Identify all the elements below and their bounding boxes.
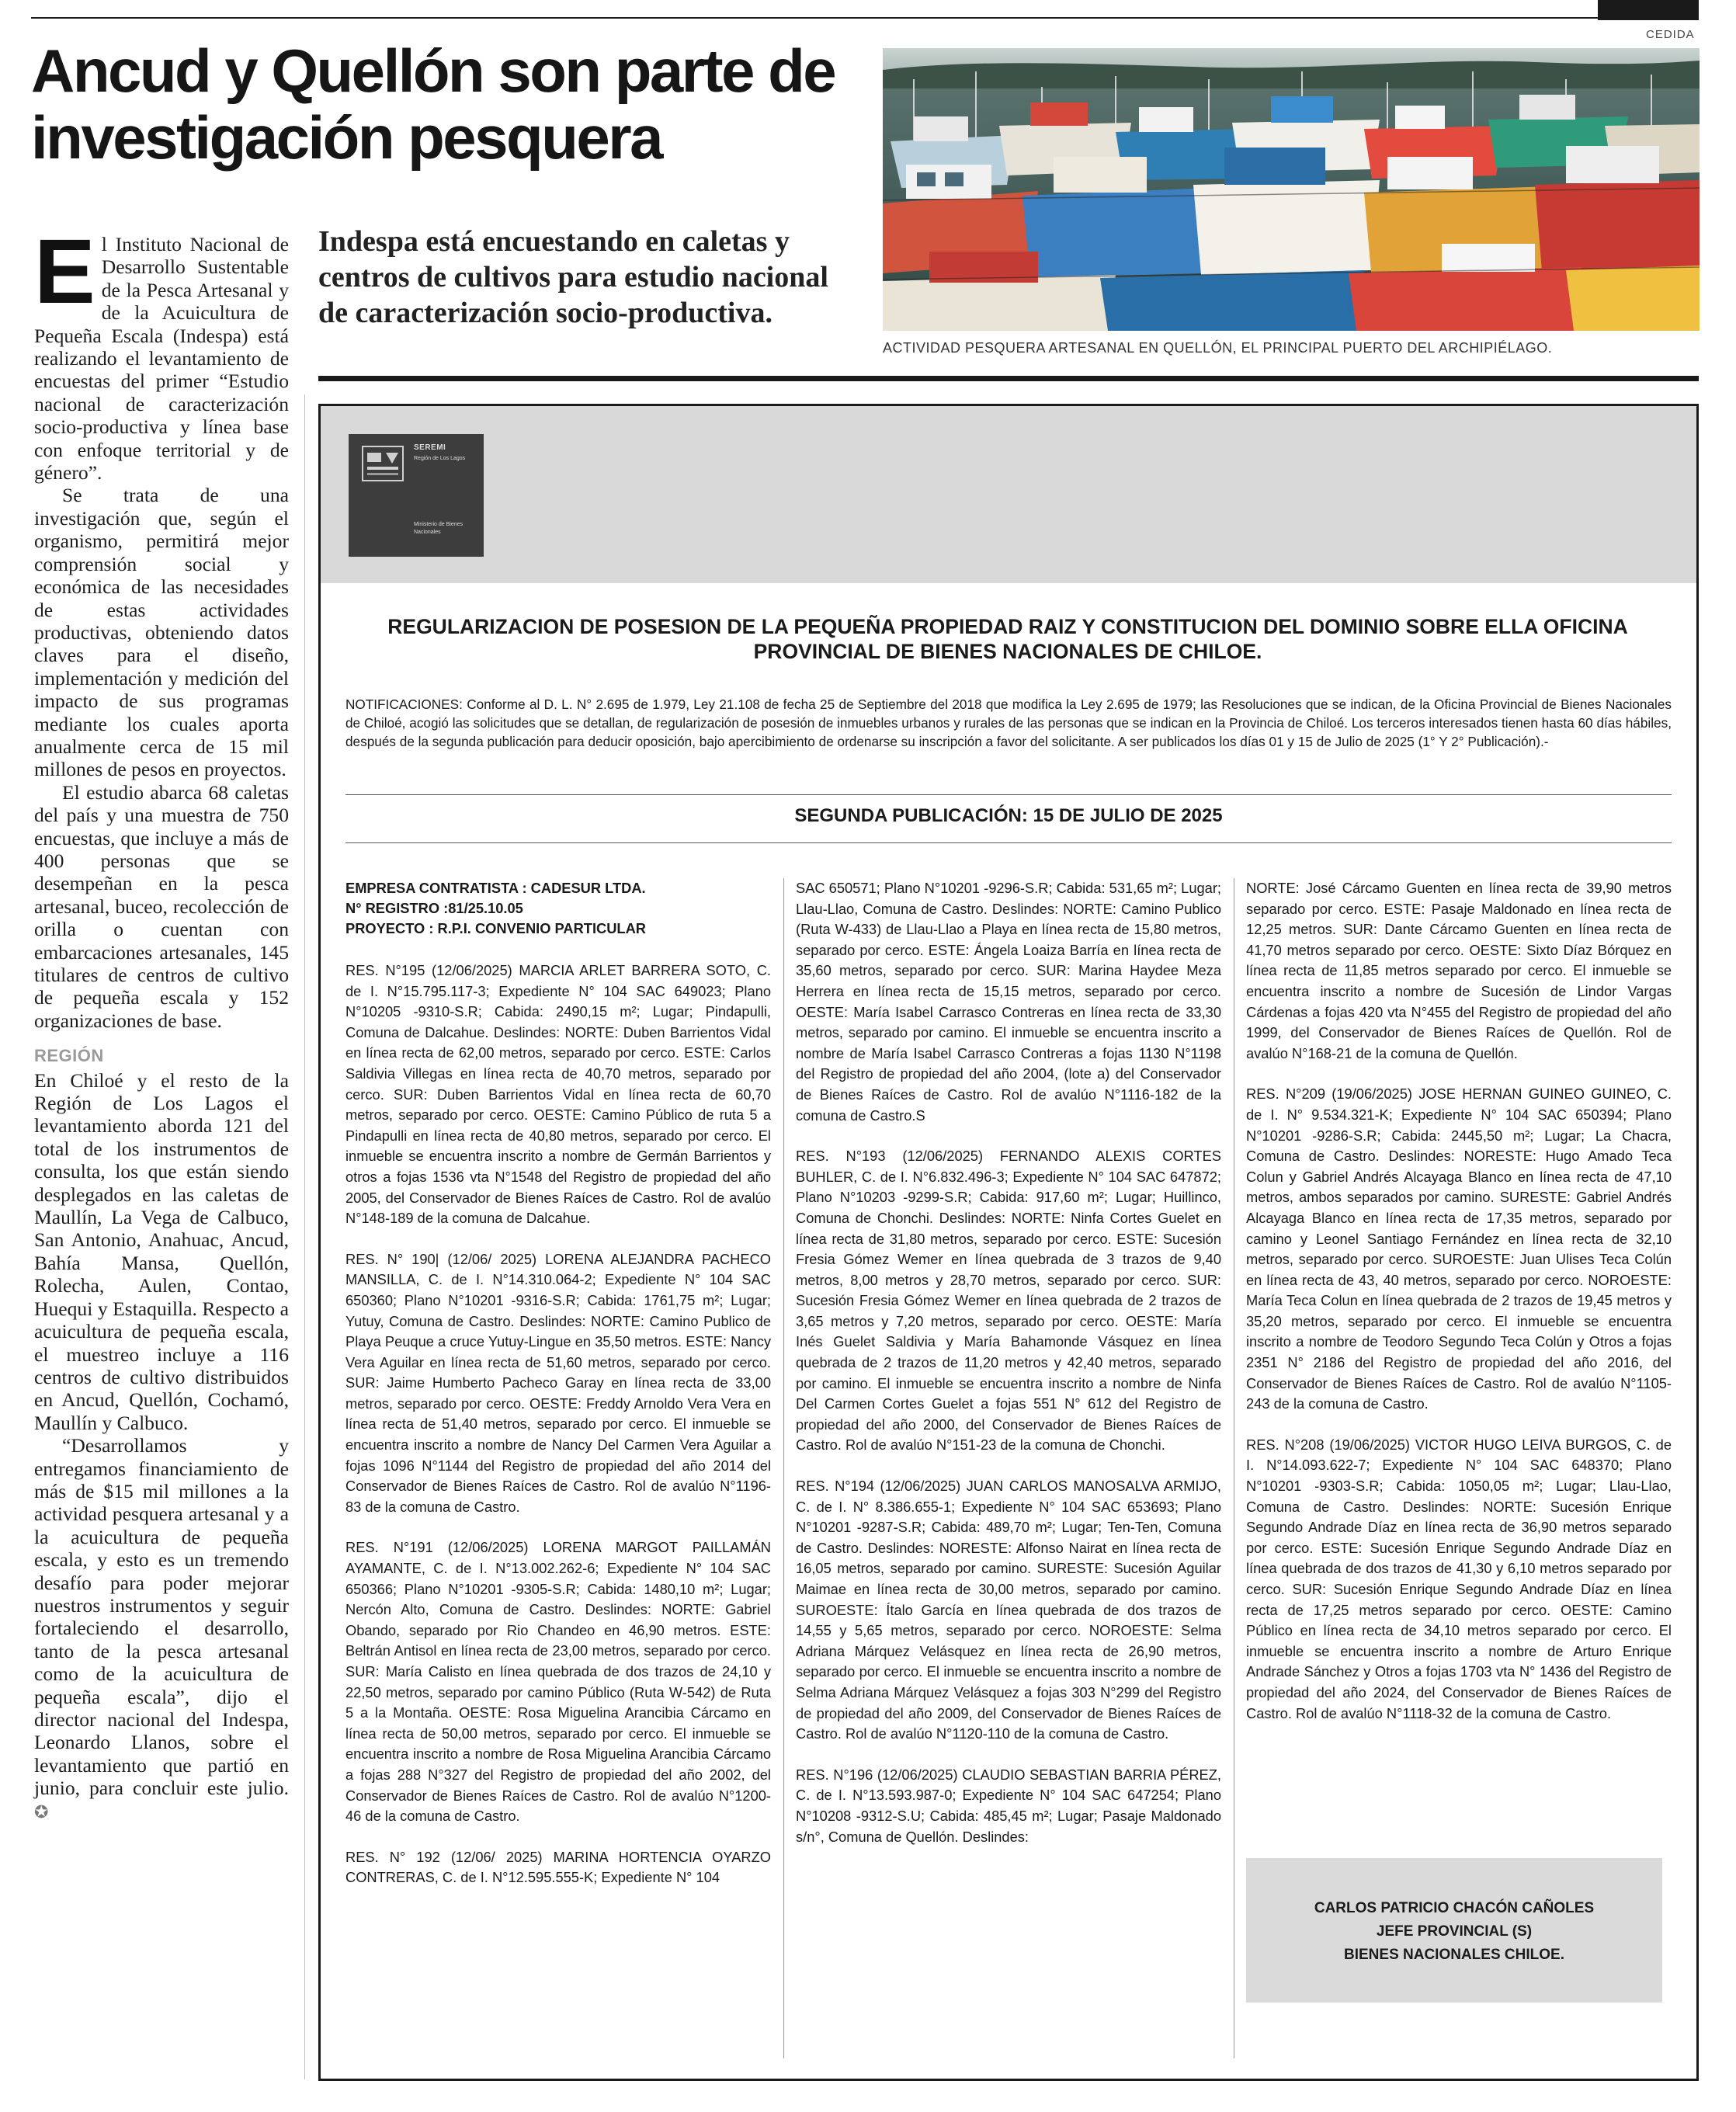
signature-block [1246, 1858, 1662, 2003]
notice-intro: NOTIFICACIONES: Conforme al D. L. N° 2.695 de 1.979, Ley 21.108 de fecha 25 de Septiembre del 2018 que modifica la Ley 2.695 de 1979; las Resoluciones que se indican, de la Oficina Provincial de Bienes Nacionales de Chiloé, acogió las solicitudes que se detallan, de regularización de posesión de inmuebles urbanos y rurales de las personas que se indican en la Provincia de Chiloé. Los terceros interesados tienen hasta 60 días hábiles, después de la segunda publicación para deducir oposición, bajo apercibimiento de ordenarse su inscripción a favor del solicitante. A ser publicados los días 01 y 15 de Julio de 2025 (1° Y 2° Publicación).- [345, 696, 1672, 749]
resolution-entry: RES. N° 190| (12/06/ 2025) LORENA ALEJANDRA PACHECO MANSILLA, C. de I. N°14.310.064-2; Expediente N° 104 SAC 650360; Plano N°10201 -9316-S.R; Cabida: 1761,75 m²; Lugar; Yutuy, Comuna de Castro. Deslindes: NORTE: Camino Publico de Playa Peuque a cruce Yutuy-Lingue en 35,50 metros. ESTE: Nancy Vera Aguilar en línea recta de 51,60 metros, separado por cerco. SUR: Jaime Humberto Pacheco Garay en línea recta de 33,00 metros, separado por cerco. OESTE: Freddy Arnoldo Vera Vera en línea recta de 51,40 metros, separado por cerco. El inmueble se encuentra inscrito a nombre de Nancy Del Carmen Vera Aguilar a fojas 1096 N°1144 del Registro de propiedad del año 2014 del Conservador de Bienes Raíces de Castro. Rol de avalúo N°1196-83 de la comuna de Castro. [345, 1250, 771, 1515]
seremi-region: Región de Los Lagos [414, 456, 466, 461]
notice-column-1 [345, 878, 771, 1909]
contractor-block [345, 878, 771, 939]
drop-cap: E [34, 221, 95, 323]
resolution-entry: RES. N°193 (12/06/2025) FERNANDO ALEXIS CORTES BUHLER, C. de I. N°6.832.496-3; Expediente N° 104 SAC 647872; Plano N°10203 -9299-S.R; Cabida: 917,60 m²; Lugar; Huillinco, Comuna de Chonchi. Deslindes: NORTE: Ninfa Cortes Guelet en línea recta de 31,80 metros, separado por cerco. ESTE: Sucesión Fresia Gómez Wemer en línea quebrada de 3 trazos de 9,40 metros, 8,00 metros y 28,70 metros, separado por cerco. SUR: Sucesión Fresia Gómez Wemer en línea quebrada de 2 trazos de 3,65 metros y 7,20 metros, separado por cerco. OESTE: María Inés Guelet Saldivia y María Bahamonde Vásquez en línea quebrada de 2 trazos de 11,20 metros y 42,40 metros, separado por camino. El inmueble se encuentra inscrito a nombre de Ninfa Del Carmen Cortes Guelet a fojas 551 N° 612 del Registro de propiedad del año 2000, del Conservador de Bienes Raíces de Castro. Rol de avalúo N°151-23 de la comuna de Chonchi. [796, 1148, 1221, 1454]
article-paragraph: El estudio abarca 68 caletas del país y una muestra de 750 encuestas, que incluye a más de 400 personas que se desempeñan en la pesca artesanal, buceo, recolección de orilla o cuentan con embarcaciones artesanales, 145 titulares de centros de cultivo de pequeña escala y 152 organizaciones de base. [34, 780, 289, 1032]
paragraph-text: “Desarrollamos y entregamos financiamiento de más de $15 mil millones a la actividad pesquera artesanal y a la acuicultura de pequeña escala, y esto es un tremendo desafío para poder mejorar nuestros instrumentos y seguir fortaleciendo el desarrollo, tanto de la pesca artesanal como de la acuicultura de pequeña escala”, dijo el director nacional del Indespa, Leonardo Llanos, sobre el levantamiento que partió en junio, para concluir este julio. [34, 1434, 289, 1800]
end-mark-icon: ✪ [34, 1801, 49, 1822]
signatory-role: JEFE PROVINCIAL (S) [1376, 1923, 1533, 1940]
resolution-entry: NORTE: José Cárcamo Guenten en línea recta de 39,90 metros separado por cerco. ESTE: Pasaje Maldonado en línea recta de 12,25 metros. SUR: Dante Cárcamo Guenten en línea recta de 41,70 metros separado por cerco. OESTE: Sixto Díaz Bórquez en línea recta de 11,85 metros separado por cerco. El inmueble se encuentra inscrito a nombre de Sucesión de Lindor Vargas Cárdenas a fojas 420 vta N°455 del Registro de propiedad del año 1999, del Conservador de Bienes Raíces de Quellón. Rol de avalúo N°168-21 de la comuna de Quellón. [1246, 880, 1672, 1061]
top-rule [31, 17, 1699, 19]
subheadline: Indespa está encuestando en caletas y centros de cultivos para estudio nacional de caracterización socio-productiva. [318, 225, 828, 329]
column-divider [304, 394, 305, 2079]
article-paragraph [34, 221, 289, 485]
headline: Ancud y Quellón son parte de investigación pesquera [31, 36, 835, 172]
subhead-rule [318, 376, 1699, 381]
resolution-entry: RES. N°191 (12/06/2025) LORENA MARGOT PAILLAMÁN AYAMANTE, C. de I. N°13.002.262-6; Expediente N° 104 SAC 650366; Plano N°10201 -9305-S.R; Cabida: 1480,10 m²; Lugar; Nercón Alto, Comuna de Castro. Deslindes: NORTE: Gabriel Obando, separado por Rio Chandeo en 46,90 metros. ESTE: Beltrán Antisol en línea recta de 23,00 metros, separado por cerco. SUR: María Calisto en línea quebrada de dos trazos de 24,10 y 22,50 metros, separado por camino Público (Ruta W-542) de Ruta 5 a la Montaña. OESTE: Rosa Miguelina Arancibia Cárcamo en línea recta de 50,00 metros, separado por cerco. El inmueble se encuentra inscrito a nombre de Rosa Miguelina Arancibia Cárcamo a fojas 288 N°327 del Registro de propiedad del año 2002, del Conservador de Bienes Raíces de Castro. Rol de avalúo N°1200-46 de la comuna de Castro. [345, 1539, 771, 1825]
publication-rule-top [345, 794, 1672, 795]
photo-caption: ACTIVIDAD PESQUERA ARTESANAL EN QUELLÓN, EL PRINCIPAL PUERTO DEL ARCHIPIÉLAGO. [883, 340, 1553, 356]
resolution-entry: RES. N°196 (12/06/2025) CLAUDIO SEBASTIAN BARRIA PÉREZ, C. de I. N°13.593.987-0; Expediente N° 104 SAC 647254; Plano N°10208 -9312-S.U; Cabida: 485,45 m²; Lugar; Pasaje Maldonado s/n°, Comuna de Quellón. Deslindes: [796, 1766, 1221, 1845]
article-paragraph: En Chiloé y el resto de la Región de Los Lagos el levantamiento aborda 121 del total de los instrumentos de consulta, los que están siendo desplegados en las caletas de Maullín, La Vega de Calbuco, San Antonio, Anahuac, Ancud, Bahía Mansa, Quellón, Rolecha, Aulen, Contao, Huequi y Estaquilla. Respecto a acuicultura de pequeña escala, el muestreo incluye a 116 centros de cultivo distribuidos en Ancud, Quellón, Cochamó, Maullín y Calbuco. [34, 1068, 289, 1434]
article-paragraph: Se trata de una investigación que, según el organismo, permitirá mejor comprensión social y económica de las necesidades de estas actividades productivas, obteniendo datos claves para el diseño, implementación y medición del impacto de sus programas mediante los cuales aporta anualmente cerca de 15 mil millones de pesos en proyectos. [34, 484, 289, 781]
notice-column-divider [783, 878, 784, 2058]
article-body [34, 221, 289, 1823]
section-tab [1598, 0, 1699, 20]
resolution-entry: RES. N°195 (12/06/2025) MARCIA ARLET BARRERA SOTO, C. de I. N°15.795.117-3; Expediente N° 104 SAC 649023; Plano N°10205 -9310-S.R; Cabida: 2490,15 m²; Lugar; Pindapulli, Comuna de Dalcahue. Deslindes: NORTE: Duben Barrientos Vidal en línea recta de 62,00 metros, separado por cerco. ESTE: Carlos Saldivia Villegas en línea recta de 40,70 metros, separado por cerco. SUR: Duben Barrientos Vidal en línea recta de 60,70 metros, separado por cerco. OESTE: Camino Público de ruta 5 a Pindapulli en línea recta de 40,80 metros, separado por cerco. El inmueble se encuentra inscrito a nombre de Germán Barrientos y otros a fojas 1536 vta N°1548 del Registro de propiedad del año 2005, del Conservador de Bienes Raíces de Castro. Rol de avalúo N°148-189 de la comuna de Dalcahue. [345, 962, 771, 1227]
photo-credit: CEDIDA [1646, 28, 1695, 41]
seremi-logo [349, 434, 484, 557]
notice-header-band [321, 406, 1696, 583]
resolution-entry: SAC 650571; Plano N°10201 -9296-S.R; Cabida: 531,65 m²; Lugar; Llau-Llao, Comuna de Castro. Deslindes: NORTE: Camino Publico (Ruta W-433) de Llau-Llao a Playa en línea recta de 15,80 metros, separado por cerco. ESTE: Ángela Loaiza Barría en línea recta de 35,60 metros, separado por cerco. SUR: Marina Haydee Meza Herrera en línea recta de 15,15 metros, separado por cerco. OESTE: María Isabel Carrasco Contreras en línea recta de 33,30 metros, separado por camino. El inmueble se encuentra inscrito a nombre de María Isabel Carrasco Contreras a fojas 1130 N°1198 del Registro de propiedad del año 2004, (lote a) del Conservador de Bienes Raíces de Castro. Rol de avalúo N°1116-182 de la comuna de Castro.S [796, 880, 1221, 1124]
seremi-ministry: Ministerio de Bienes Nacionales [414, 522, 464, 535]
publication-date: SEGUNDA PUBLICACIÓN: 15 DE JULIO DE 2025 [794, 805, 1223, 826]
signatory-name: CARLOS PATRICIO CHACÓN CAÑOLES [1314, 1900, 1595, 1916]
notice-title: REGULARIZACION DE POSESION DE LA PEQUEÑA PROPIEDAD RAIZ Y CONSTITUCION DEL DOMINIO SOBRE ELLA OFICINA PROVINCIAL DE BIENES NACIONALES DE CHILOE. [387, 615, 1628, 663]
notice-column-3 [1246, 878, 1672, 1744]
paragraph-text: l Instituto Nacional de Desarrollo Sustentable de la Pesca Artesanal y de la Acuicultura de Pequeña Escala (Indespa) está realizando el levantamiento de encuestas del primer “Estudio nacional de caracterización socio-productiva y línea base con enfoque territorial y de género”. [34, 233, 289, 485]
notice-column-2 [796, 878, 1221, 1867]
seremi-title: SEREMI [414, 443, 446, 452]
project-name: PROYECTO : R.P.I. CONVENIO PARTICULAR [345, 920, 646, 936]
resolution-entry: RES. N°194 (12/06/2025) JUAN CARLOS MANOSALVA ARMIJO, C. de I. N° 8.386.655-1; Expediente N° 104 SAC 653693; Plano N°10201 -9287-S.R; Cabida: 489,70 m²; Lugar; Ten-Ten, Comuna de Castro. Deslindes: NORESTE: Alfonso Nairat en línea recta de 16,05 metros, separado por camino. SURESTE: Sucesión Aguilar Maimae en línea recta de 30,00 metros, separado por camino. SUROESTE: Ítalo García en línea quebrada de dos trazos de 14,55 y 5,65 metros, separado por cerco. NOROESTE: Selma Adriana Márquez Velásquez en línea recta de 26,90 metros, separado por cerco. El inmueble se encuentra inscrito a nombre de Selma Adriana Márquez Velásquez a fojas 303 N°299 del Registro de propiedad del año 2009, del Conservador de Bienes Raíces de Castro. Rol de avalúo N°1120-110 de la comuna de Castro. [796, 1478, 1221, 1742]
registry-number: N° REGISTRO :81/25.10.05 [345, 900, 523, 916]
legal-notice [318, 404, 1699, 2081]
resolution-entry: RES. N°208 (19/06/2025) VICTOR HUGO LEIVA BURGOS, C. de I. N°14.093.622-7; Expediente N° 104 SAC 648370; Plano N°10201 -9303-S.R; Cabida: 1050,05 m²; Lugar; Llau-Llao, Comuna de Castro. Deslindes: NORTE: Sucesión Enrique Segundo Andrade Díaz en línea recta de 36,90 metros separado por cerco. ESTE: Sucesión Enrique Segundo Andrade Díaz en línea quebrada de dos trazos de 41,30 y 6,10 metros separado por cerco. SUR: Sucesión Enrique Segundo Andrade Díaz en línea recta de 17,25 metros separado por cerco. OESTE: Camino Público en línea recta de 34,10 metros separado por cerco. El inmueble se encuentra inscrito a nombre de Arturo Enrique Andrade Sánchez y Otros a fojas 1703 vta N° 1436 del Registro de propiedad del año 2024, del Conservador de Bienes Raíces de Castro. Rol de avalúo N°1118-32 de la comuna de Castro. [1246, 1436, 1672, 1721]
harbor-photo [883, 48, 1700, 331]
article-paragraph [34, 1434, 289, 1823]
section-heading: REGIÓN [34, 1046, 104, 1066]
government-emblem-icon [358, 442, 408, 487]
contractor-name: EMPRESA CONTRATISTA : CADESUR LTDA. [345, 880, 646, 896]
resolution-entry: RES. N° 192 (12/06/ 2025) MARINA HORTENCIA OYARZO CONTRERAS, C. de I. N°12.595.555-K; Expediente N° 104 [345, 1848, 771, 1886]
publication-rule-bottom [345, 842, 1672, 843]
resolution-entry: RES. N°209 (19/06/2025) JOSE HERNAN GUINEO GUINEO, C. de I. N° 9.534.321-K; Expediente N° 104 SAC 650394; Plano N°10201 -9286-S.R; Cabida: 2445,50 m²; Lugar; La Chacra, Comuna de Castro. Deslindes: NORESTE: Hugo Amado Teca Colun y Gabriel Andrés Alcayaga Blanco en línea recta de 47,10 metros, ambos separados por camino. SURESTE: Gabriel Andrés Alcayaga Blanco en línea recta de 17,35 metros, separado por camino y Leonel Santiago Fernández en línea recta de 32,10 metros, separado por cerco. SUROESTE: Juan Ulises Teca Colún en línea recta de 43, 40 metros, separado por cerco. NOROESTE: María Teca Colun en línea quebrada de 2 trazos de 19,45 metros y 35,20 metros, separado por cerco. El inmueble se encuentra inscrito a nombre de Teodoro Segundo Teca Colún y Otros a fojas 2351 N° 2186 del Registro de propiedad del año 2016, del Conservador de Bienes Raíces de Castro. Rol de avalúo N°1105-243 de la comuna de Castro. [1246, 1086, 1672, 1412]
signatory-office: BIENES NACIONALES CHILOE. [1344, 1947, 1564, 1963]
